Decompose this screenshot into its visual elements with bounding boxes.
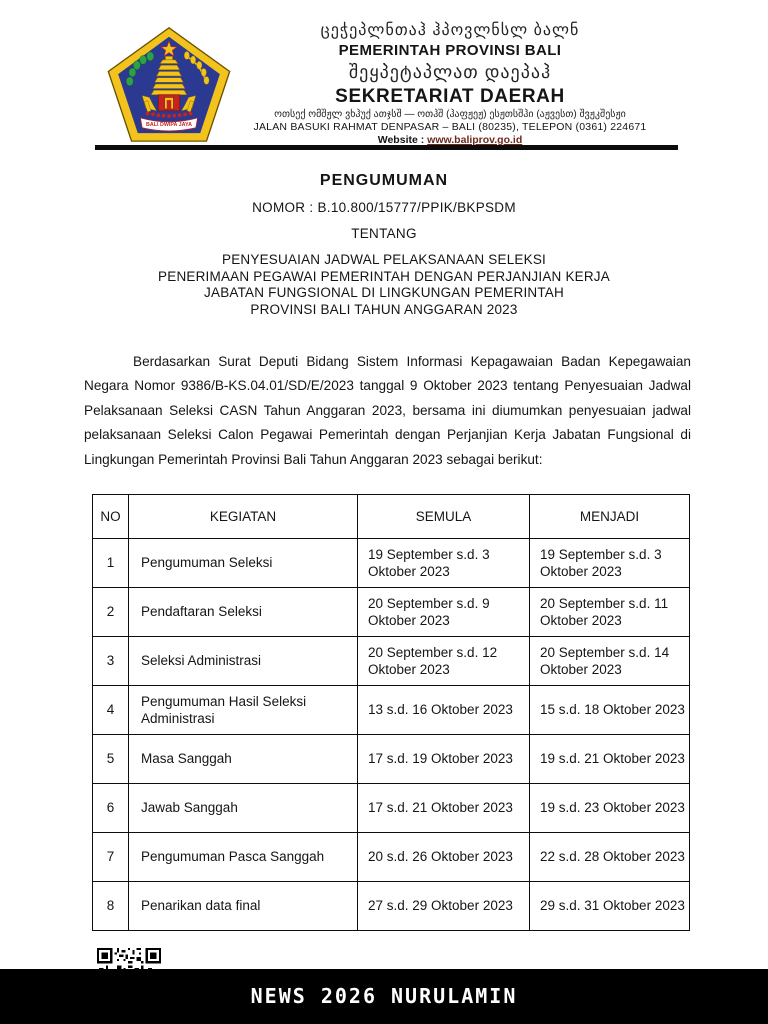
cell-semula: 27 s.d. 29 Oktober 2023 [358,882,530,931]
cell-menjadi: 29 s.d. 31 Oktober 2023 [530,882,690,931]
cell-menjadi: 20 September s.d. 14 Oktober 2023 [530,637,690,686]
footer-banner-text: NEWS 2026 NURULAMIN [250,984,518,1008]
table-header-row [93,495,690,539]
subject-line: PENYESUAIAN JADWAL PELAKSANAAN SELEKSI [222,252,546,267]
opening-paragraph: Berdasarkan Surat Deputi Bidang Sistem Informasi Kepagawaian Badan Kepegawaian Negara Nomor 9386/B-KS.04.01/SD/E/2023 tanggal 9 Oktober 2023 tentang Penyesuaian Jadwal Pelaksanaan Seleksi CASN Tahun Anggaran 2023, bersama ini diumumkan penyesuaian jadwal pelaksanaan Seleksi Calon Pegawai Pemerintah dengan Perjanjian Kerja Jabatan Fungsional di Lingkungan Pemerintah Provinsi Bali Tahun Anggaran 2023 sebagai berikut: [84,354,691,467]
table-row [93,882,690,931]
cell-semula: 13 s.d. 16 Oktober 2023 [358,686,530,735]
cell-semula: 19 September s.d. 3 Oktober 2023 [358,539,530,588]
cell-menjadi: 19 September s.d. 3 Oktober 2023 [530,539,690,588]
cell-semula: 20 s.d. 26 Oktober 2023 [358,833,530,882]
website-link[interactable]: www.baliprov.go.id [427,134,523,146]
cell-kegiatan: Jawab Sanggah [129,784,358,833]
cell-menjadi: 15 s.d. 18 Oktober 2023 [530,686,690,735]
balinese-script-line-3: ოთსექ ომშჟლ ვხჰუქ ათჯსშ — ოთჰშ (ჰაფჟეჟ) ესჟთსშჰი (აჟვესთ) შვჟკშესჟი [274,109,626,120]
cell-no: 1 [93,539,129,588]
cell-kegiatan: Seleksi Administrasi [129,637,358,686]
cell-kegiatan: Penarikan data final [129,882,358,931]
schedule-table [92,494,690,931]
subject-block [0,252,768,318]
letterhead [95,14,678,150]
balinese-script-line-1: ცეჭეპლნთაჰ ჰპოვლნსლ ბალნ [320,22,580,39]
table-row [93,539,690,588]
cell-menjadi: 19 s.d. 23 Oktober 2023 [530,784,690,833]
address-line: JALAN BASUKI RAHMAT DENPASAR – BALI (80235), TELEPON (0361) 224671 [253,121,647,133]
cell-menjadi: 20 September s.d. 11 Oktober 2023 [530,588,690,637]
announcement-heading: PENGUMUMAN [319,172,449,189]
cell-semula: 17 s.d. 19 Oktober 2023 [358,735,530,784]
cell-kegiatan: Pendaftaran Seleksi [129,588,358,637]
col-header-no: NO [93,495,129,539]
table-row [93,637,690,686]
cell-no: 8 [93,882,129,931]
cell-semula: 20 September s.d. 9 Oktober 2023 [358,588,530,637]
bali-provincial-emblem-logo [100,26,238,142]
footer-banner [0,969,768,1024]
cell-kegiatan: Pengumuman Pasca Sanggah [129,833,358,882]
cell-no: 2 [93,588,129,637]
subject-line: PENERIMAAN PEGAWAI PEMERINTAH DENGAN PERJANJIAN KERJA [158,268,610,284]
logo-motto-text: BALI DWIPA JAYA [146,121,192,128]
cell-kegiatan: Pengumuman Seleksi [129,539,358,588]
cell-no: 5 [93,735,129,784]
cell-semula: 20 September s.d. 12 Oktober 2023 [358,637,530,686]
website-line [225,134,675,147]
dept-name: SEKRETARIAT DAERAH [335,86,565,107]
org-name: PEMERINTAH PROVINSI BALI [338,42,562,59]
table-row [93,833,690,882]
cell-semula: 17 s.d. 21 Oktober 2023 [358,784,530,833]
cell-no: 3 [93,637,129,686]
col-header-semula: SEMULA [358,495,530,539]
cell-kegiatan: Pengumuman Hasil Seleksi Administrasi [129,686,358,735]
about-label: TENTANG [351,226,417,241]
table-row [93,784,690,833]
cell-menjadi: 22 s.d. 28 Oktober 2023 [530,833,690,882]
cell-no: 4 [93,686,129,735]
website-label: Website : [377,134,425,146]
balinese-script-line-2: შეყპეტაპლათ დაეპაჰ [348,62,552,82]
subject-line: JABATAN FUNGSIONAL DI LINGKUNGAN PEMERINTAH [204,285,564,300]
col-header-menjadi: MENJADI [530,495,690,539]
subject-line: PROVINSI BALI TAHUN ANGGARAN 2023 [250,301,518,317]
table-row [93,588,690,637]
table-row [93,735,690,784]
cell-kegiatan: Masa Sanggah [129,735,358,784]
letterhead-text [225,18,675,147]
table-row [93,686,690,735]
col-header-kegiatan: KEGIATAN [129,495,358,539]
cell-no: 7 [93,833,129,882]
cell-no: 6 [93,784,129,833]
cell-menjadi: 19 s.d. 21 Oktober 2023 [530,735,690,784]
announcement-number: NOMOR : B.10.800/15777/PPIK/BKPSDM [252,200,516,215]
